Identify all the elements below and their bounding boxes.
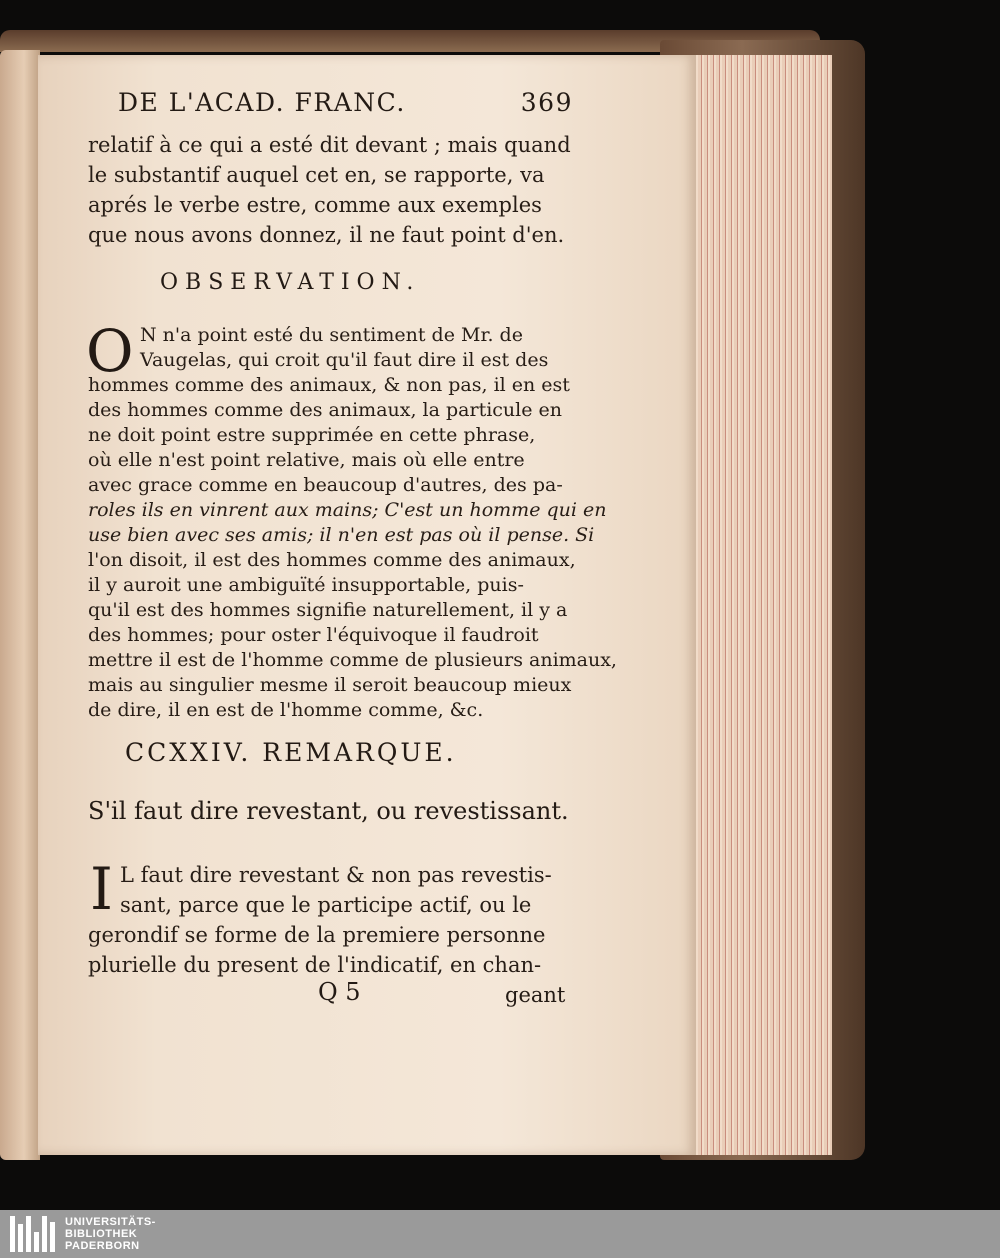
text-line: use bien avec ses amis; il n'en est pas où il pense. Si (88, 524, 595, 546)
library-logo-text (65, 1216, 156, 1252)
text-line: sant, parce que le participe actif, ou le (120, 893, 532, 917)
text-line: mais au singulier mesme il seroit beaucoup mieux (88, 674, 572, 696)
text-line: que nous avons donnez, il ne faut point d'en. (88, 223, 565, 247)
text-line: N n'a point esté du sentiment de Mr. de (140, 324, 523, 346)
logo-line: BIBLIOTHEK (65, 1228, 138, 1240)
text-line: aprés le verbe estre, comme aux exemples (88, 193, 542, 217)
page-number: 369 (520, 88, 573, 117)
signature-mark: Q 5 (318, 978, 361, 1006)
text-line: ne doit point estre supprimée en cette phrase, (88, 424, 536, 446)
text-line: relatif à ce qui a esté dit devant ; mais quand (88, 133, 571, 157)
drop-cap: I (90, 855, 113, 923)
running-head (118, 88, 573, 117)
drop-cap: O (86, 317, 134, 385)
logo-line: UNIVERSITÄTS- (65, 1216, 156, 1228)
text-line: le substantif auquel cet en, se rapporte, va (88, 163, 545, 187)
catchword: geant (505, 983, 566, 1007)
facing-page-edge (0, 50, 40, 1160)
text-line: plurielle du present de l'indicatif, en chan- (88, 953, 542, 977)
text-line: il y auroit une ambiguïté insupportable, puis- (88, 574, 524, 596)
text-line: mettre il est de l'homme comme de plusieurs animaux, (88, 649, 617, 671)
text-line: des hommes comme des animaux, la particule en (88, 399, 562, 421)
text-line: gerondif se forme de la premiere personne (88, 923, 546, 947)
text-line: roles ils en vinrent aux mains; C'est un homme qui en (88, 499, 607, 521)
page-edges (690, 55, 832, 1155)
running-title: DE L'ACAD. FRANC. (118, 88, 406, 117)
observation-heading: OBSERVATION. (160, 270, 421, 295)
text-line: L faut dire revestant & non pas revestis- (120, 863, 552, 887)
remarque-subheading: S'il faut dire revestant, ou revestissant. (88, 797, 569, 825)
logo-line: PADERBORN (65, 1240, 140, 1252)
text-line: de dire, il en est de l'homme comme, &c. (88, 699, 484, 721)
text-line: qu'il est des hommes signifie naturellement, il y a (88, 599, 568, 621)
remarque-heading: CCXXIV. REMARQUE. (125, 738, 457, 767)
text-line: avec grace comme en beaucoup d'autres, des pa- (88, 474, 563, 496)
text-line: des hommes; pour oster l'équivoque il faudroit (88, 624, 539, 646)
text-line: où elle n'est point relative, mais où elle entre (88, 449, 525, 471)
library-logo-icon (10, 1216, 55, 1252)
library-footer (0, 1210, 1000, 1258)
text-line: l'on disoit, il est des hommes comme des animaux, (88, 549, 576, 571)
text-line: Vaugelas, qui croit qu'il faut dire il est des (140, 349, 549, 371)
text-line: hommes comme des animaux, & non pas, il en est (88, 374, 570, 396)
